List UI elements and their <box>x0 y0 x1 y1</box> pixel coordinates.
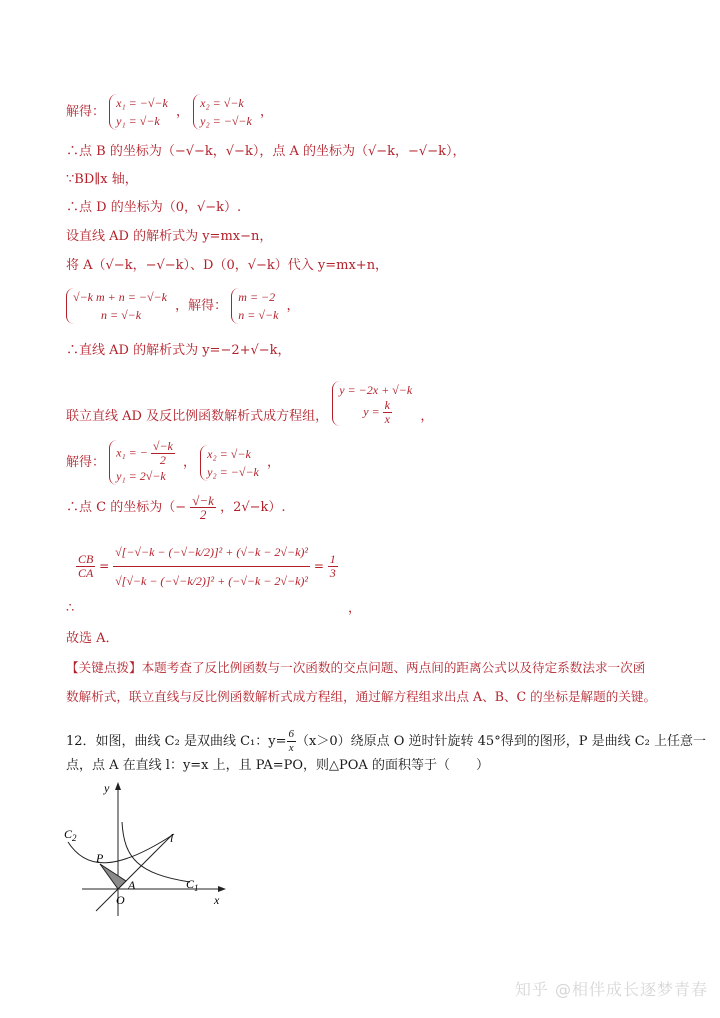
system-row: y₁ = √−k <box>116 114 160 128</box>
denominator: x <box>384 412 390 426</box>
fraction <box>287 728 297 755</box>
system-9 <box>332 381 416 426</box>
expr: y = <box>363 404 380 419</box>
separator: ， <box>286 298 300 314</box>
denominator: 2 <box>159 453 166 467</box>
equals: = <box>99 559 110 573</box>
separator: ， <box>260 104 274 120</box>
system-intro: 联立直线 AD 及反比例函数解析式成方程组， <box>66 409 329 424</box>
equals: = <box>313 559 324 573</box>
solution-line-6: 将 A（√−k，−√−k）、D（0，√−k）代入 y=mx+n， <box>66 258 389 273</box>
solution-line-1 <box>66 94 273 130</box>
system-10b <box>200 445 263 481</box>
fraction <box>151 440 175 467</box>
system-row: m = −2 <box>238 290 276 304</box>
system-7b <box>231 288 282 324</box>
system-row: x₁ = −√−k <box>116 96 168 110</box>
denominator: 3 <box>329 566 336 580</box>
system-10a <box>109 440 179 485</box>
system-row: y₂ = −√−k <box>200 114 252 128</box>
solve-label: 解得： <box>66 455 106 470</box>
system-row: x₂ = √−k <box>207 446 251 461</box>
system-row: n = √−k <box>238 308 279 322</box>
system-row <box>116 440 175 467</box>
label-l: l <box>170 831 174 845</box>
problem-figure <box>60 778 230 918</box>
numerator: k <box>384 398 390 412</box>
label-c2: $C_2$ <box>64 827 77 843</box>
denominator: √[√−k − (−√−k/2)]² + (−√−k − 2√−k)² <box>115 574 309 588</box>
system-row: y₁ = 2√−k <box>116 469 166 483</box>
system-row <box>339 399 412 426</box>
solution-line-11 <box>66 494 286 521</box>
problem-12-line-2: 点，点 A 在直线 l：y=x 上，且 PA=PO，则△POA 的面积等于（ ） <box>66 758 489 773</box>
expr: x₁ = − <box>116 445 148 460</box>
separator: ， <box>348 601 362 616</box>
solve-label: ，解得： <box>175 298 228 314</box>
denominator: x <box>288 742 294 754</box>
therefore-symbol: ∴ <box>66 601 75 616</box>
ratio-result <box>328 553 338 580</box>
label-x: x <box>214 893 220 907</box>
label-y: y <box>104 781 110 795</box>
numerator: 6 <box>288 728 294 740</box>
solution-line-12 <box>66 538 338 595</box>
label-c1: $C_1$ <box>186 877 199 893</box>
separator: ， <box>183 455 197 470</box>
solution-line-9 <box>66 378 433 426</box>
problem-text: （x＞0）绕原点 O 逆时针旋转 45°得到的图形，P 是曲线 C₂ 上任意一 <box>296 734 707 749</box>
triangle-poa <box>100 864 126 889</box>
expr: ，2√−k）. <box>220 500 286 515</box>
numerator: √[−√−k − (−√−k/2)]² + (√−k − 2√−k)² <box>113 538 310 567</box>
watermark: 知乎 @相伴成长逐梦青春 <box>514 980 708 999</box>
system-1b <box>193 94 256 130</box>
fraction <box>383 399 392 426</box>
system-row: y = −2x + √−k <box>339 383 413 397</box>
system-row: y₂ = −√−k <box>207 464 259 479</box>
curve-c1 <box>122 822 190 882</box>
solve-label: 解得： <box>66 104 106 120</box>
label-a: A <box>128 878 136 892</box>
problem-12-line-1 <box>66 728 706 755</box>
solution-line-8: ∴直线 AD 的解析式为 y=−2+√−k， <box>66 343 291 358</box>
numerator: √−k <box>192 493 214 508</box>
distance-ratio <box>113 538 310 595</box>
system-row: n = √−k <box>101 308 142 322</box>
separator: ， <box>420 409 434 424</box>
label-p: P <box>96 851 104 865</box>
ratio-lhs <box>76 553 95 580</box>
denominator: CA <box>78 566 94 580</box>
y-axis-arrow <box>115 782 121 790</box>
solution-line-10 <box>66 440 280 485</box>
solution-line-4: ∴点 D 的坐标为（0，√−k）. <box>66 200 242 215</box>
separator: ， <box>267 455 281 470</box>
system-7a <box>66 288 171 324</box>
fraction <box>190 494 216 521</box>
numerator: CB <box>78 552 94 566</box>
label-o: O <box>116 893 125 907</box>
system-row: x₂ = √−k <box>200 96 244 110</box>
key-point-line-1: 【关键点拨】本题考查了反比例函数与一次函数的交点问题、两点间的距离公式以及待定系数法求一次函 <box>66 660 646 675</box>
key-point-line-2: 数解析式，联立直线与反比例函数解析式成方程组，通过解方程组求出点 A、B、C 的坐标是解题的关键。 <box>66 689 657 704</box>
solution-line-13: 故选 A． <box>66 631 119 646</box>
denominator: 2 <box>199 507 207 522</box>
x-axis-arrow <box>218 886 226 892</box>
expr: ∴点 C 的坐标为（− <box>66 500 187 515</box>
separator: ， <box>176 104 190 120</box>
numerator: 1 <box>329 552 336 566</box>
problem-text: 12．如图，曲线 C₂ 是双曲线 C₁：y= <box>66 734 287 749</box>
solution-line-3: ∵BD∥x 轴， <box>66 172 138 187</box>
solution-line-7 <box>66 288 300 324</box>
system-row: √−k m + n = −√−k <box>73 290 167 304</box>
solution-line-2: ∴点 B 的坐标为（−√−k，√−k），点 A 的坐标为（√−k，−√−k）， <box>66 144 466 159</box>
system-1a <box>109 94 172 130</box>
numerator: √−k <box>152 439 173 453</box>
solution-line-5: 设直线 AD 的解析式为 y=mx−n， <box>66 229 273 244</box>
